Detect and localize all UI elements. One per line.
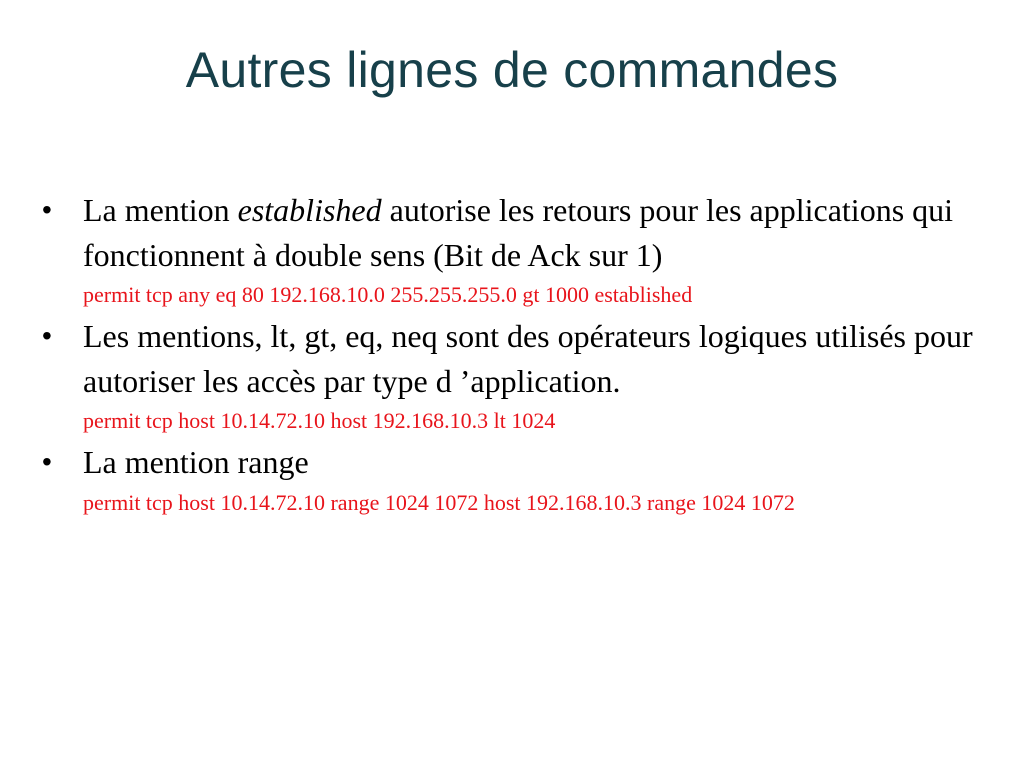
bullet-range	[40, 440, 980, 518]
command-example: permit tcp host 10.14.72.10 range 1024 1072 host 192.168.10.3 range 1024 1072	[83, 489, 795, 515]
command-example: permit tcp any eq 80 192.168.10.0 255.255.255.0 gt 1000 established	[83, 282, 693, 307]
bullet-text-suffix: autorise les retours pour les applications qui fonctionnent à double sens (Bit de Ack sur 1)	[83, 192, 954, 273]
bullet-marker-icon: •	[42, 320, 52, 351]
bullet-marker-icon: •	[42, 194, 52, 225]
bullet-operators	[40, 314, 980, 436]
command-example: permit tcp host 10.14.72.10 host 192.168.10.3 lt 1024	[83, 408, 556, 433]
bullet-text: La mention range	[83, 444, 309, 480]
bullet-text: Les mentions, lt, gt, eq, neq sont des opérateurs logiques utilisés pour autoriser les accès par type d ’application.	[83, 318, 973, 399]
bullet-marker-icon: •	[42, 446, 52, 477]
slide-title: Autres lignes de commandes	[185, 42, 839, 98]
bullet-list	[40, 188, 980, 518]
bullet-established	[40, 188, 980, 310]
bullet-text-prefix: La mention	[83, 192, 238, 228]
keyword-established: established	[237, 192, 382, 228]
